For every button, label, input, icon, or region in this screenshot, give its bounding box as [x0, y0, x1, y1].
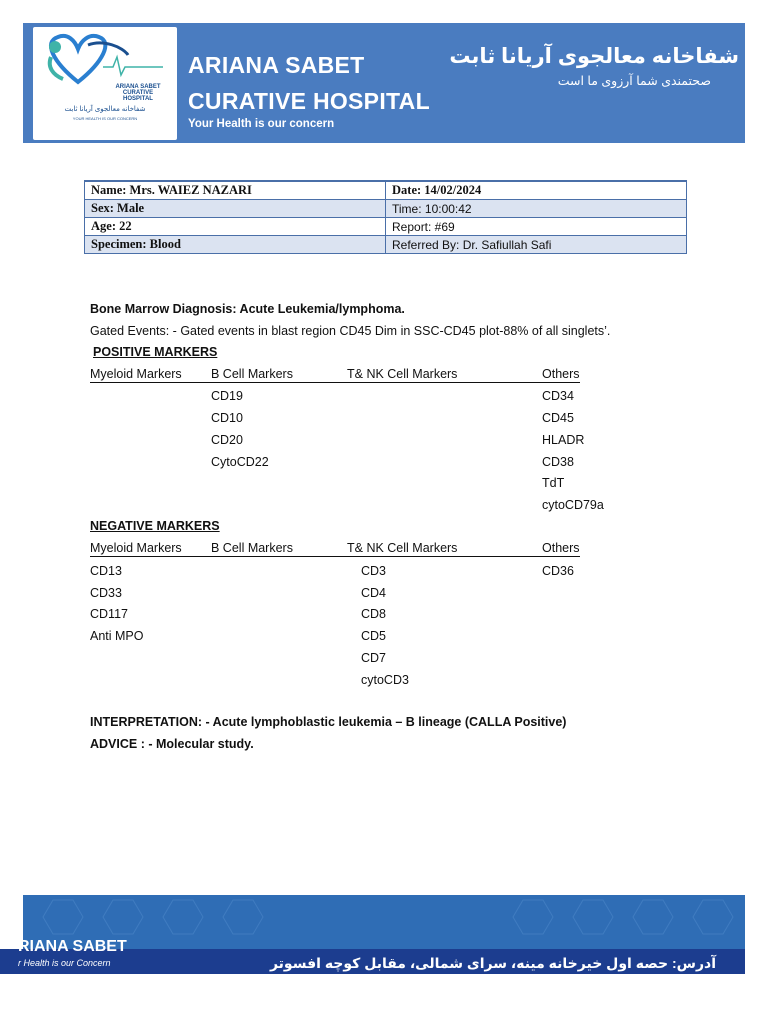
- specimen: Specimen: Blood: [85, 236, 386, 254]
- interpretation: INTERPRETATION: - Acute lymphoblastic leukemia – B lineage (CALLA Positive): [90, 715, 567, 729]
- list-item: CytoCD22: [211, 455, 269, 469]
- footer-tagline: r Health is our Concern: [18, 958, 111, 968]
- report-time: Time: 10:00:42: [386, 200, 687, 218]
- positive-header-underline: [90, 382, 580, 383]
- positive-markers-heading: POSITIVE MARKERS: [93, 345, 218, 359]
- gated-events: Gated Events: - Gated events in blast region CD45 Dim in SSC-CD45 plot-88% of all singlets’.: [90, 324, 611, 338]
- list-item: cytoCD79a: [542, 498, 604, 512]
- patient-info-table: [84, 180, 687, 254]
- diagnosis: Bone Marrow Diagnosis: Acute Leukemia/lymphoma.: [90, 302, 405, 316]
- list-item: CD3: [361, 564, 387, 578]
- footer-address: آدرس: حصه اول خیرخانه مینه، سرای شمالی، مقابل کوچه افسوتر: [269, 955, 716, 971]
- col-header-others: Others: [542, 367, 580, 381]
- list-item: CD34: [542, 389, 574, 403]
- list-item: cytoCD3: [361, 673, 409, 687]
- hospital-title: ARIANA SABET CURATIVE HOSPITAL: [188, 52, 430, 114]
- referred-by: Referred By: Dr. Safiullah Safi: [386, 236, 687, 254]
- list-item: CD19: [211, 389, 243, 403]
- col-header-bcell: B Cell Markers: [211, 541, 293, 555]
- list-item: Anti MPO: [90, 629, 144, 643]
- negative-markers-heading: NEGATIVE MARKERS: [90, 519, 220, 533]
- list-item: CD4: [361, 586, 387, 600]
- patient-sex: Sex: Male: [85, 200, 386, 218]
- list-item: CD33: [90, 586, 122, 600]
- col-header-others: Others: [542, 541, 580, 555]
- negative-header-underline: [90, 556, 580, 557]
- patient-name: Name: Mrs. WAIEZ NAZARI: [85, 181, 386, 200]
- list-item: CD38: [542, 455, 574, 469]
- hospital-logo: [33, 27, 177, 140]
- hospital-title-fa: شفاخانه معالجوی آریانا ثابت: [449, 45, 739, 68]
- hospital-tagline: Your Health is our concern: [188, 118, 335, 130]
- list-item: CD8: [361, 607, 387, 621]
- logo-name-fa: شفاخانه معالجوی آریانا ثابت: [64, 106, 146, 113]
- col-header-tnk: T& NK Cell Markers: [347, 541, 458, 555]
- list-item: CD5: [361, 629, 387, 643]
- logo-tagline: YOUR HEALTH IS OUR CONCERN: [72, 116, 138, 121]
- col-header-tnk: T& NK Cell Markers: [347, 367, 458, 381]
- list-item: CD13: [90, 564, 122, 578]
- list-item: CD117: [90, 607, 128, 621]
- footer-brand: RIANA SABET: [18, 938, 127, 955]
- logo-name: ARIANA SABET CURATIVE HOSPITAL: [115, 84, 161, 102]
- col-header-myeloid: Myeloid Markers: [90, 541, 182, 555]
- table-row: [85, 200, 687, 218]
- list-item: HLADR: [542, 433, 585, 447]
- table-row: [85, 236, 687, 254]
- table-row: [85, 218, 687, 236]
- hospital-subtitle-fa: صحتمندی شما آرزوی ما است: [557, 74, 711, 88]
- list-item: CD45: [542, 411, 574, 425]
- list-item: TdT: [542, 476, 565, 490]
- list-item: CD7: [361, 651, 387, 665]
- list-item: CD20: [211, 433, 243, 447]
- report-date: Date: 14/02/2024: [386, 181, 687, 200]
- table-row: [85, 181, 687, 200]
- report-number: Report: #69: [386, 218, 687, 236]
- list-item: CD10: [211, 411, 243, 425]
- patient-age: Age: 22: [85, 218, 386, 236]
- col-header-myeloid: Myeloid Markers: [90, 367, 182, 381]
- advice: ADVICE : - Molecular study.: [90, 737, 254, 751]
- col-header-bcell: B Cell Markers: [211, 367, 293, 381]
- list-item: CD36: [542, 564, 574, 578]
